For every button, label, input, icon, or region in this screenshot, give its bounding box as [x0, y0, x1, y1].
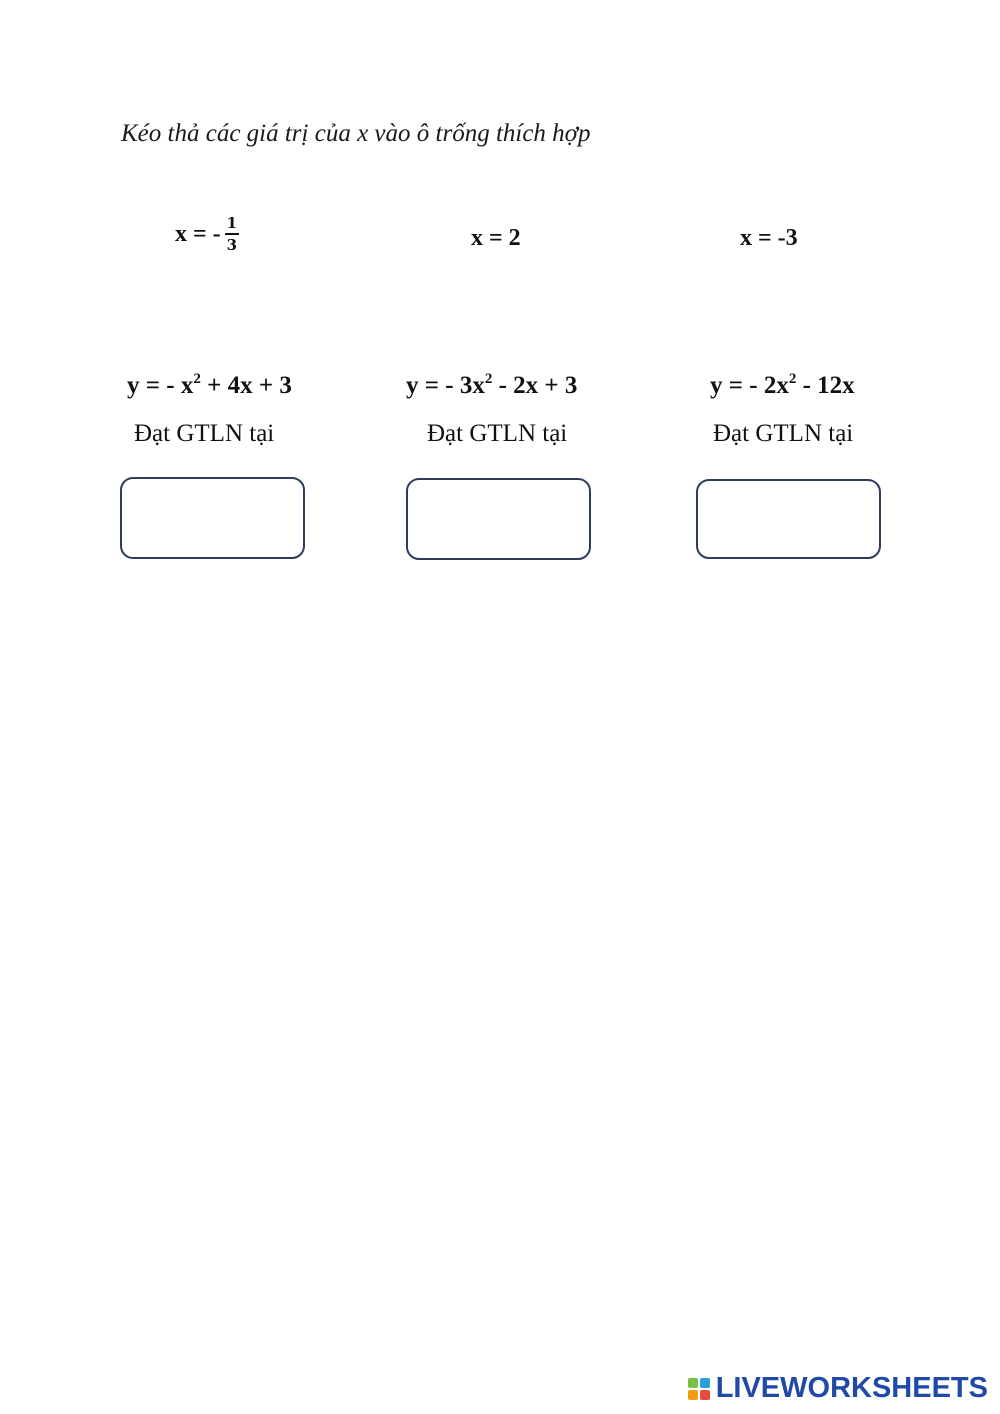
equation-exponent: 2 [788, 371, 797, 387]
answer-option-label: x = -3 [740, 225, 798, 251]
equation-part: y = - 3x [406, 372, 485, 399]
equation-part: y = - x [127, 372, 194, 399]
equation-part: - 2x + 3 [492, 372, 578, 399]
brand-square-icon [688, 1378, 698, 1388]
drop-box-3[interactable] [696, 479, 881, 559]
caption-3: Đạt GTLN tại [713, 420, 854, 447]
equation-exponent: 2 [193, 371, 201, 387]
answer-option-prefix: x = - [175, 221, 221, 247]
caption-2: Đạt GTLN tại [427, 420, 568, 447]
instruction-text: Kéo thả các giá trị của x vào ô trống thích hợp [121, 120, 591, 147]
fraction [225, 216, 239, 253]
answer-option-minus-one-third[interactable] [175, 216, 239, 253]
equation-exponent: 2 [484, 371, 493, 387]
liveworksheets-icon [688, 1378, 710, 1400]
brand-square-icon [700, 1390, 710, 1400]
brand-logo [688, 1372, 988, 1405]
equation-3 [710, 372, 855, 400]
drop-box-2[interactable] [406, 478, 591, 560]
equation-1 [127, 372, 292, 400]
drop-box-1[interactable] [120, 477, 305, 559]
equation-part: - 12x [796, 372, 855, 399]
brand-square-icon [700, 1378, 710, 1388]
fraction-numerator: 1 [225, 216, 239, 235]
fraction-denominator: 3 [226, 236, 238, 254]
brand-name: LIVEWORKSHEETS [715, 1372, 988, 1404]
caption-1: Đạt GTLN tại [134, 420, 275, 447]
answer-option-two[interactable] [471, 225, 521, 252]
brand-square-icon [688, 1390, 698, 1400]
equation-part: + 4x + 3 [200, 372, 292, 399]
answer-option-minus-three[interactable] [740, 225, 798, 252]
equation-part: y = - 2x [710, 372, 789, 399]
equation-2 [406, 372, 577, 400]
answer-option-label: x = 2 [471, 225, 521, 251]
